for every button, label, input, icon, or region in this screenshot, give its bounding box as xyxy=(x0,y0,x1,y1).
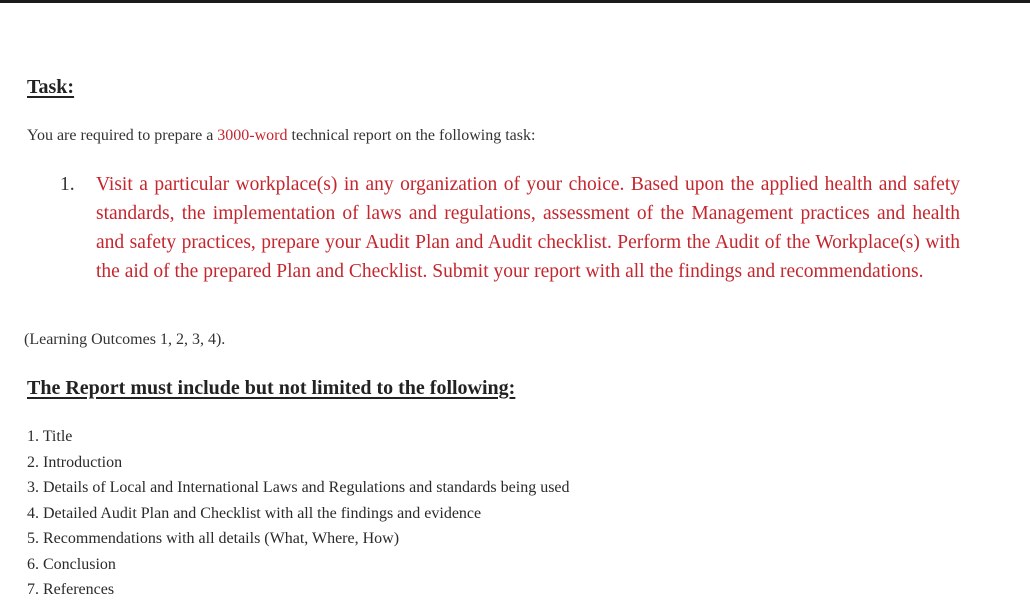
list-item: 4. Detailed Audit Plan and Checklist with all the findings and evidence xyxy=(27,504,482,522)
list-item: 2. Introduction xyxy=(27,453,123,471)
task-item-text: Visit a particular workplace(s) in any organization of your choice. Based upon the applied health and safety standards, the implementation of laws and regulations, assessment of the Management practices and health and safety practices, prepare your Audit Plan and Audit checklist. Perform the Audit of the Workplace(s) with the aid of the prepared Plan and Checklist. Submit your report with all the findings and recommendations. xyxy=(96,174,960,282)
top-border-line xyxy=(0,0,1030,3)
learning-outcomes: (Learning Outcomes 1, 2, 3, 4). xyxy=(24,331,226,348)
list-item: 3. Details of Local and International Laws and Regulations and standards being used xyxy=(27,479,570,496)
intro-text-before: You are required to prepare a xyxy=(27,127,218,144)
list-item: 1. Title xyxy=(27,428,73,445)
numbered-task-item xyxy=(60,170,960,286)
report-requirements-heading: The Report must include but not limited to the following: xyxy=(27,377,516,399)
list-item: 7. References xyxy=(27,581,115,598)
list-item: 5. Recommendations with all details (What, Where, How) xyxy=(27,530,400,547)
word-count-highlight: 3000-word xyxy=(217,127,288,144)
list-item: 6. Conclusion xyxy=(27,555,116,573)
task-heading: Task: xyxy=(27,76,75,98)
task-item-number: 1. xyxy=(60,174,75,195)
intro-text-after: technical report on the following task: xyxy=(287,127,536,144)
report-requirements-list xyxy=(27,424,570,603)
task-intro-line xyxy=(27,127,535,145)
